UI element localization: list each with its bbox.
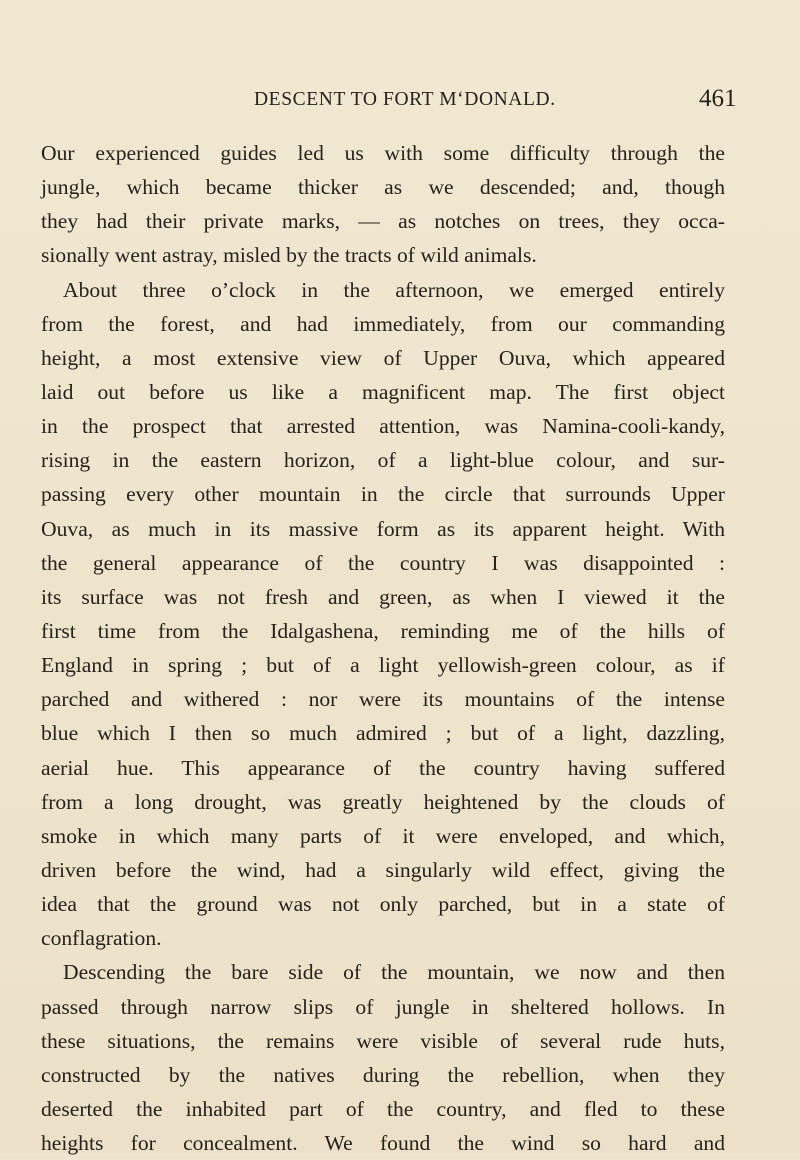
text-line: England in spring ; but of a light yellowish-green colour, as if	[41, 653, 725, 678]
text-line: from the forest, and had immediately, from our commanding	[41, 311, 725, 336]
text-line: aerial hue. This appearance of the country having suffered	[41, 755, 725, 780]
text-line: parched and withered : nor were its mountains of the intense	[41, 687, 725, 712]
text-line: passing every other mountain in the circle that surrounds Upper	[41, 482, 725, 507]
text-line: blue which I then so much admired ; but of a light, dazzling,	[41, 721, 725, 746]
text-line: from a long drought, was greatly heightened by the clouds of	[41, 789, 725, 814]
text-line: its surface was not fresh and green, as when I viewed it the	[41, 584, 725, 609]
text-line: the general appearance of the country I was disappointed :	[41, 550, 725, 575]
text-line: heights for concealment. We found the wind so hard and	[41, 1131, 725, 1156]
text-line: sionally went astray, misled by the tracts of wild animals.	[41, 243, 537, 268]
text-line: laid out before us like a magnificent map. The first object	[41, 379, 725, 404]
body-text	[41, 136, 725, 1160]
text-line: constructed by the natives during the rebellion, when they	[41, 1062, 725, 1087]
text-line: conflagration.	[41, 926, 162, 951]
text-line: Our experienced guides led us with some difficulty through the	[41, 141, 725, 165]
text-line: Ouva, as much in its massive form as its apparent height. With	[41, 516, 725, 541]
text-line: passed through narrow slips of jungle in sheltered hollows. In	[41, 994, 725, 1019]
text-line: in the prospect that arrested attention, was Namina-cooli-kandy,	[41, 414, 725, 439]
text-line: deserted the inhabited part of the country, and fled to these	[41, 1096, 725, 1121]
text-line: About three o’clock in the afternoon, we emerged entirely	[63, 277, 725, 302]
text-line: jungle, which became thicker as we descended; and, though	[41, 175, 725, 200]
text-line: these situations, the remains were visible of several rude huts,	[41, 1028, 725, 1053]
text-line: driven before the wind, had a singularly wild effect, giving the	[41, 857, 725, 882]
text-line: Descending the bare side of the mountain, we now and then	[63, 960, 725, 985]
text-line: first time from the Idalgashena, reminding me of the hills of	[41, 618, 725, 643]
text-line: smoke in which many parts of it were enveloped, and which,	[41, 823, 725, 848]
text-line: rising in the eastern horizon, of a light-blue colour, and sur-	[41, 448, 725, 473]
page-header	[0, 85, 800, 121]
text-line: they had their private marks, — as notches on trees, they occa-	[41, 209, 725, 234]
text-line: idea that the ground was not only parched, but in a state of	[41, 892, 725, 917]
running-head: DESCENT TO FORT M‘DONALD.	[254, 89, 556, 110]
page-number: 461	[699, 85, 737, 112]
text-line: height, a most extensive view of Upper Ouva, which appeared	[41, 345, 725, 370]
